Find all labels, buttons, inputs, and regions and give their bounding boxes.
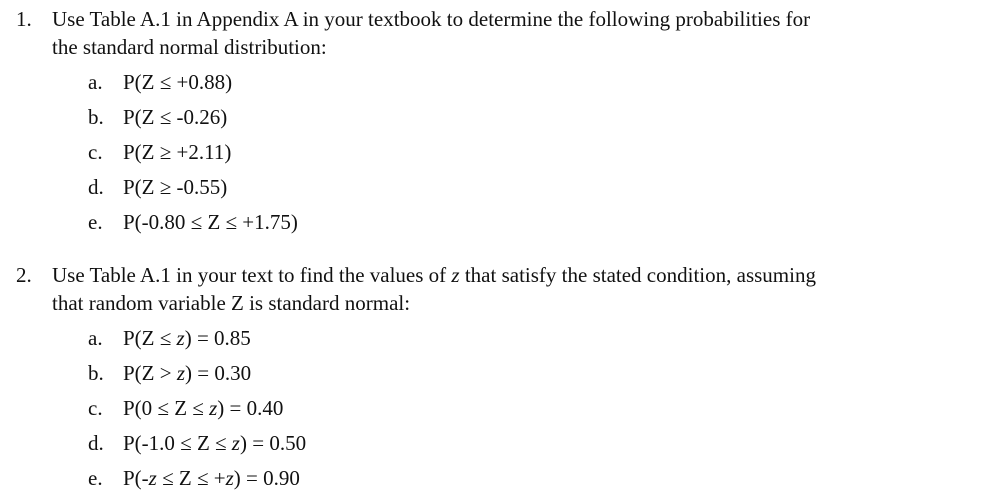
problem-number: 2. xyxy=(16,263,32,287)
probability-condition: P(Z > z) = 0.30 xyxy=(123,361,252,385)
probability-condition: P(0 ≤ Z ≤ z) = 0.40 xyxy=(123,396,284,420)
probability-condition: P(-z ≤ Z ≤ +z) = 0.90 xyxy=(123,466,300,490)
probability-expression: P(Z ≥ -0.55) xyxy=(123,175,228,199)
item-letter: e. xyxy=(88,210,103,234)
probability-expression: P(Z ≤ -0.26) xyxy=(123,105,228,129)
problem-stem-line-2: that random variable Z is standard normal: xyxy=(52,291,411,315)
probability-expression: P(-0.80 ≤ Z ≤ +1.75) xyxy=(123,210,298,234)
problem-number: 1. xyxy=(16,7,32,31)
item-letter: a. xyxy=(88,326,103,350)
probability-condition: P(-1.0 ≤ Z ≤ z) = 0.50 xyxy=(123,431,307,455)
problem-stem-line-1: Use Table A.1 in Appendix A in your textbook to determine the following probabilities for xyxy=(52,7,811,31)
probability-expression: P(Z ≥ +2.11) xyxy=(123,140,232,164)
probability-condition: P(Z ≤ z) = 0.85 xyxy=(123,326,251,350)
item-letter: c. xyxy=(88,396,103,420)
item-letter: d. xyxy=(88,175,104,199)
item-letter: c. xyxy=(88,140,103,164)
item-letter: e. xyxy=(88,466,103,490)
item-letter: a. xyxy=(88,70,103,94)
problem-stem-line-2: the standard normal distribution: xyxy=(52,35,327,59)
item-letter: d. xyxy=(88,431,104,455)
item-letter: b. xyxy=(88,105,104,129)
problem-stem-line-1: Use Table A.1 in your text to find the values of z that satisfy the stated condition, assuming xyxy=(52,263,816,287)
probability-expression: P(Z ≤ +0.88) xyxy=(123,70,233,94)
item-letter: b. xyxy=(88,361,104,385)
